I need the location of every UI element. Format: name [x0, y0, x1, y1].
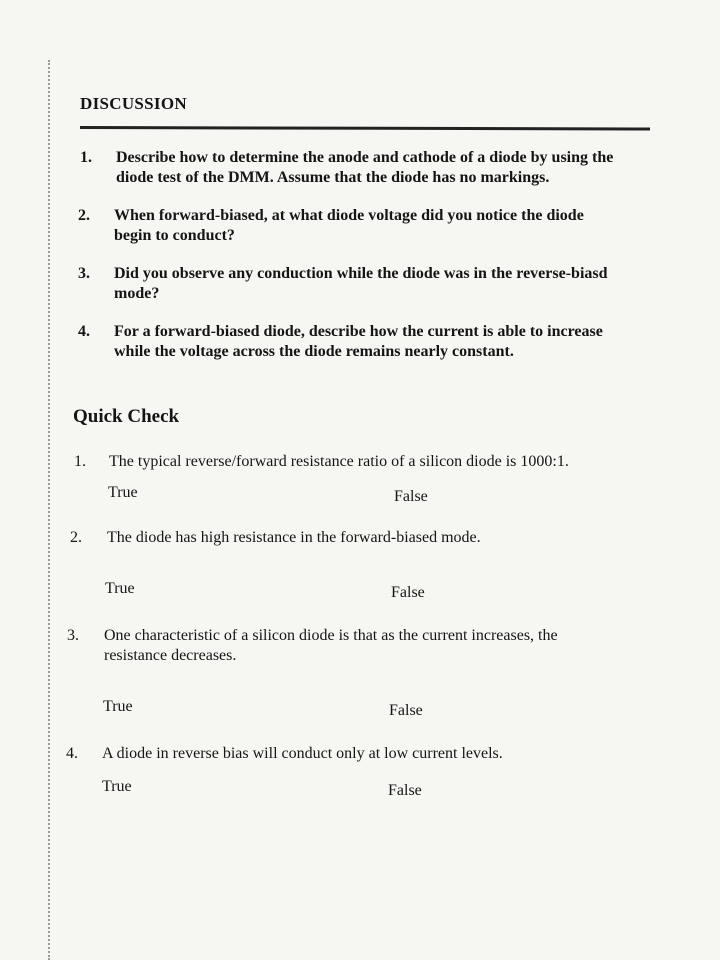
item-number: 3. — [67, 627, 79, 644]
true-option-1[interactable]: True — [108, 484, 138, 501]
discussion-heading: DISCUSSION — [80, 94, 187, 113]
true-option-4[interactable]: True — [102, 778, 132, 795]
true-option-3[interactable]: True — [103, 698, 133, 715]
item-number: 4. — [66, 745, 78, 762]
question-text: Describe how to determine the anode and cathode of a diode by using the diode test of the DMM. Assume that the diode has no markings. — [116, 149, 614, 186]
false-option-1[interactable]: False — [394, 488, 428, 505]
heading-rule — [80, 126, 650, 130]
false-option-3[interactable]: False — [389, 702, 423, 719]
question-text: Did you observe any conduction while the diode was in the reverse-biasd mode? — [114, 265, 608, 302]
item-number: 2. — [70, 529, 82, 546]
false-option-4[interactable]: False — [388, 782, 422, 799]
quick-check-title: Quick Check — [73, 406, 180, 427]
item-number: 1. — [74, 453, 86, 470]
true-option-2[interactable]: True — [105, 580, 135, 597]
item-text: A diode in reverse bias will conduct only at low current levels. — [102, 745, 503, 762]
question-number: 1. — [80, 149, 92, 166]
page-edge — [48, 60, 50, 960]
question-text: When forward-biased, at what diode voltage did you notice the diode begin to conduct? — [114, 207, 584, 244]
item-text: The typical reverse/forward resistance ratio of a silicon diode is 1000:1. — [109, 453, 569, 470]
question-number: 3. — [78, 265, 90, 282]
item-text: One characteristic of a silicon diode is that as the current increases, the resistance decreases. — [104, 627, 558, 664]
question-number: 2. — [78, 207, 90, 224]
question-text: For a forward-biased diode, describe how the current is able to increase while the voltage across the diode remains nearly constant. — [114, 323, 603, 360]
item-text: The diode has high resistance in the forward-biased mode. — [107, 529, 481, 546]
question-number: 4. — [78, 323, 90, 340]
false-option-2[interactable]: False — [391, 584, 425, 601]
